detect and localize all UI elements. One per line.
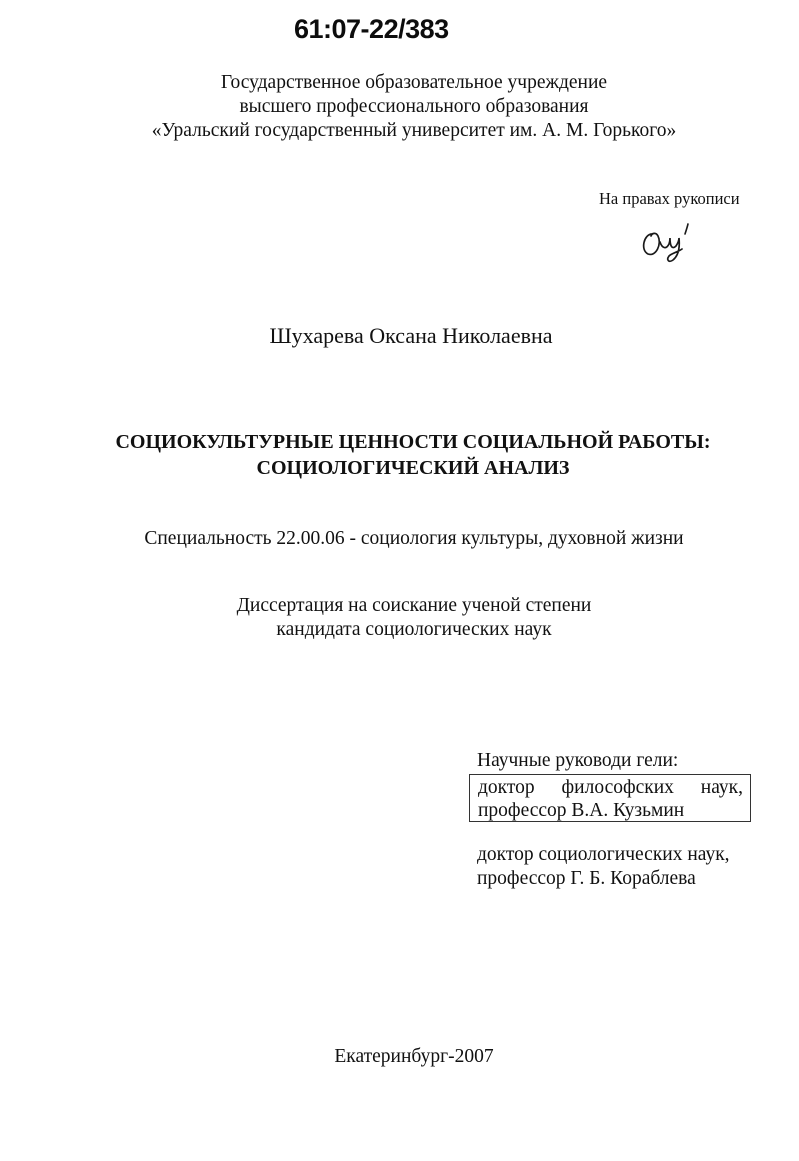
specialty: Специальность 22.00.06 - социология культуры, духовной жизни <box>144 528 684 549</box>
author-name: Шухарева Оксана Николаевна <box>269 323 553 348</box>
manuscript-rights-note: На правах рукописи <box>599 189 740 208</box>
institution-line: высшего профессионального образования <box>239 96 589 117</box>
supervisors-heading: Научные руководи гели: <box>477 750 679 771</box>
degree-statement <box>0 594 799 642</box>
institution-line: Государственное образовательное учреждение <box>220 72 608 93</box>
second-supervisor-name: профессор Г. Б. Кораблева <box>477 868 696 889</box>
dissertation-title <box>0 429 799 481</box>
institution-block <box>0 71 799 143</box>
degree-line: кандидата социологических наук <box>276 619 552 640</box>
title-line: СОЦИОКУЛЬТУРНЫЕ ЦЕННОСТИ СОЦИАЛЬНОЙ РАБОТЫ: <box>115 431 711 453</box>
first-supervisor-name: профессор В.А. Кузьмин <box>478 800 685 821</box>
title-line: СОЦИОЛОГИЧЕСКИЙ АНАЛИЗ <box>256 457 570 479</box>
catalog-number: 61:07-22/383 <box>294 14 449 44</box>
second-supervisor <box>477 843 730 891</box>
degree-line: Диссертация на соискание ученой степени <box>236 595 592 616</box>
handwritten-signature-icon <box>636 214 704 264</box>
city-year: Екатеринбург-2007 <box>334 1046 494 1067</box>
institution-name: «Уральский государственный университет им. А. М. Горького» <box>151 120 677 141</box>
first-supervisor-degree: доктор философских наук, <box>478 777 743 798</box>
first-supervisor-box <box>469 774 751 822</box>
second-supervisor-degree: доктор социологических наук, <box>477 844 730 865</box>
